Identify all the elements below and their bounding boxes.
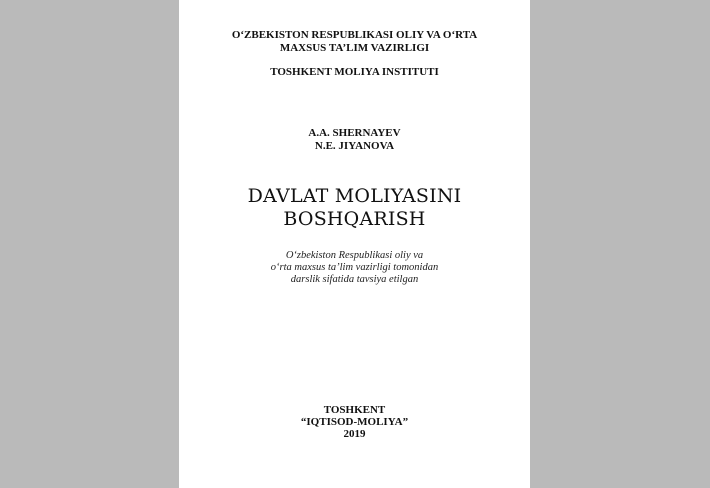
institute-name: TOSHKENT MOLIYA INSTITUTI <box>270 66 439 78</box>
ministry-line-2: MAXSUS TA’LIM VAZIRLIGI <box>279 42 430 54</box>
author-2: N.E. JIYANOVA <box>314 140 395 152</box>
recommendation-line-2: o‘rta maxsus ta’lim vazirligi tomonidan <box>270 262 439 273</box>
author-1: A.A. SHERNAYEV <box>308 127 401 139</box>
ministry-line-1: O‘ZBEKISTON RESPUBLIKASI OLIY VA O‘RTA <box>231 29 478 41</box>
title-line-1: DAVLAT MOLIYASINI <box>247 185 462 207</box>
document-page <box>179 0 530 488</box>
title-line-2: BOSHQARISH <box>283 208 426 230</box>
publication-year: 2019 <box>343 428 366 440</box>
publisher-name: “IQTISOD-MOLIYA” <box>300 416 409 428</box>
recommendation-line-3: darslik sifatida tavsiya etilgan <box>290 274 419 285</box>
publisher-city: TOSHKENT <box>323 404 386 416</box>
recommendation-line-1: O‘zbekiston Respublikasi oliy va <box>285 250 424 261</box>
